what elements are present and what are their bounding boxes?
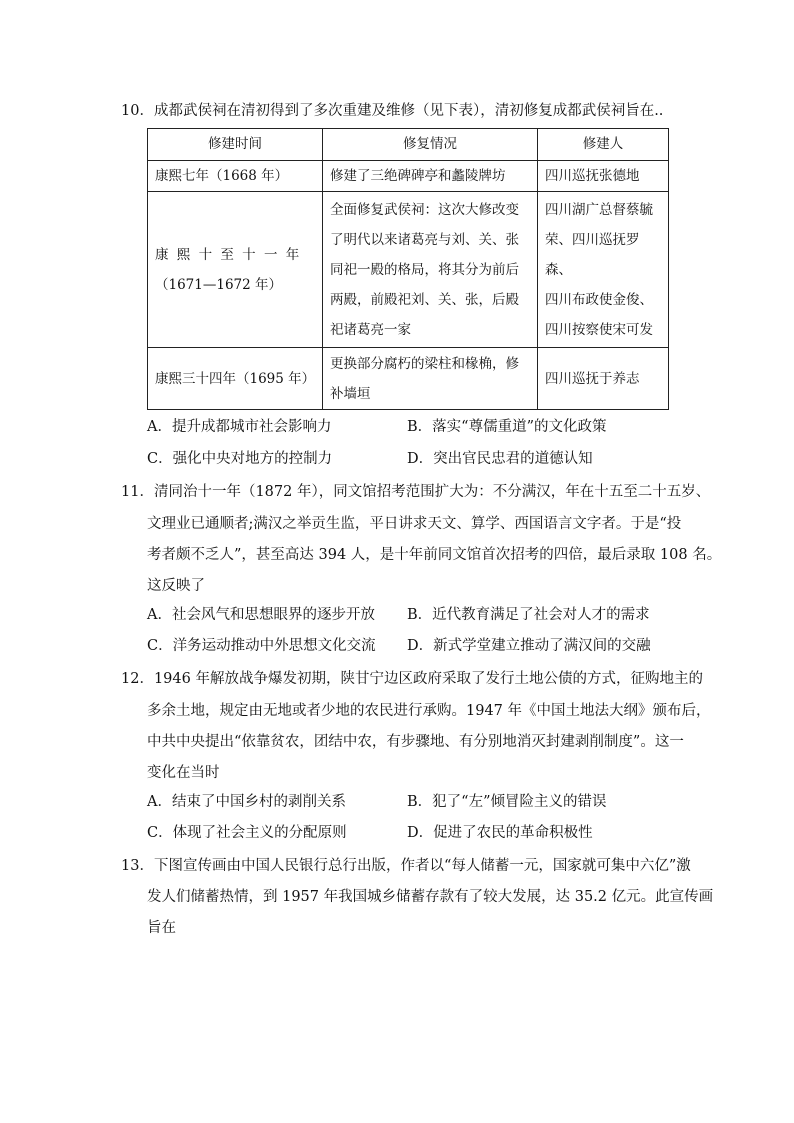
q12-option-b[interactable]: B．犯了“左”倾冒险主义的错误 (407, 794, 607, 810)
q13-stem-line: 发人们储蓄热情，到 1957 年我国城乡储蓄存款有了较大发展，达 35.2 亿元。此宣传画 (147, 889, 714, 905)
table-header-row (148, 129, 669, 161)
cell-desc: 更换部分腐朽的梁柱和椽桷，修 补墙垣 (323, 348, 538, 410)
q10-stem: 10．成都武侯祠在清初得到了多次重建及维修（见下表），清初修复成都武侯祠旨在.. (121, 103, 664, 119)
q11-stem-line: 11．清同治十一年（1872 年），同文馆招考范围扩大为：不分满汉，年在十五至二十五岁、 (121, 484, 711, 500)
q11-option-d[interactable]: D．新式学堂建立推动了满汉间的交融 (407, 638, 651, 654)
header-time: 修建时间 (148, 129, 323, 161)
q12-option-c[interactable]: C．体现了社会主义的分配原则 (147, 825, 347, 841)
q11-option-a[interactable]: A．社会风气和思想眼界的逐步开放 (147, 607, 375, 623)
q12-stem-line: 变化在当时 (147, 765, 220, 781)
q11-option-b[interactable]: B．近代教育满足了社会对人才的需求 (407, 607, 650, 623)
q10-option-b[interactable]: B．落实“尊儒重道”的文化政策 (407, 419, 607, 435)
q12-option-d[interactable]: D．促进了农民的革命积极性 (407, 825, 593, 841)
cell-who: 四川巡抚于养志 (538, 348, 669, 410)
q12-stem-line: 多余土地，规定由无地或者少地的农民进行承购。1947 年《中国土地法大纲》颁布后， (147, 703, 711, 719)
q12-stem-line: 12．1946 年解放战争爆发初期，陕甘宁边区政府采取了发行土地公债的方式，征购地主的 (121, 671, 703, 687)
header-desc: 修复情况 (323, 129, 538, 161)
q12-stem-line: 中共中央提出“依靠贫农，团结中农，有步骤地、有分别地消灭封建剥削制度”。这一 (147, 734, 684, 750)
cell-desc: 全面修复武侯祠：这次大修改变 了明代以来诸葛亮与刘、关、张 同祀一殿的格局，将其分为前后 两殿，前殿祀刘、关、张，后殿 祀诸葛亮一家 (323, 192, 538, 348)
q11-option-c[interactable]: C．洋务运动推动中外思想文化交流 (147, 638, 376, 654)
table-row (148, 348, 669, 410)
q12-option-a[interactable]: A．结束了中国乡村的剥削关系 (147, 794, 346, 810)
cell-desc: 修建了三绝碑碑亭和蠡陵牌坊 (323, 161, 538, 192)
cell-time: 康熙三十四年（1695 年） (148, 348, 323, 410)
q10-option-d[interactable]: D．突出官民忠君的道德认知 (407, 451, 593, 467)
q13-stem-line: 13．下图宣传画由中国人民银行总行出版，作者以“每人储蓄一元，国家就可集中六亿”激 (121, 858, 691, 874)
q10-option-a[interactable]: A．提升成都城市社会影响力 (147, 419, 332, 435)
cell-time: 康熙七年（1668 年） (148, 161, 323, 192)
q11-stem-line: 考者颇不乏人”，甚至高达 394 人，是十年前同文馆首次招考的四倍，最后录取 108 名。 (147, 547, 722, 563)
cell-who: 四川湖广总督蔡毓 荣、四川巡抚罗森、 四川布政使金俊、 四川按察使宋可发 (538, 192, 669, 348)
cell-who: 四川巡抚张德地 (538, 161, 669, 192)
q10-option-c[interactable]: C．强化中央对地方的控制力 (147, 451, 333, 467)
q11-stem-line: 文理业已通顺者;满汉之举贡生监，平日讲求天文、算学、西国语言文字者。于是“投 (147, 516, 682, 532)
table-row (148, 161, 669, 192)
header-who: 修建人 (538, 129, 669, 161)
table-row (148, 192, 669, 348)
repair-table (147, 128, 669, 410)
cell-time: 康 熙 十 至 十 一 年 （1671—1672 年） (148, 192, 323, 348)
q11-stem-line: 这反映了 (147, 578, 205, 594)
q13-stem-line: 旨在 (147, 920, 176, 936)
